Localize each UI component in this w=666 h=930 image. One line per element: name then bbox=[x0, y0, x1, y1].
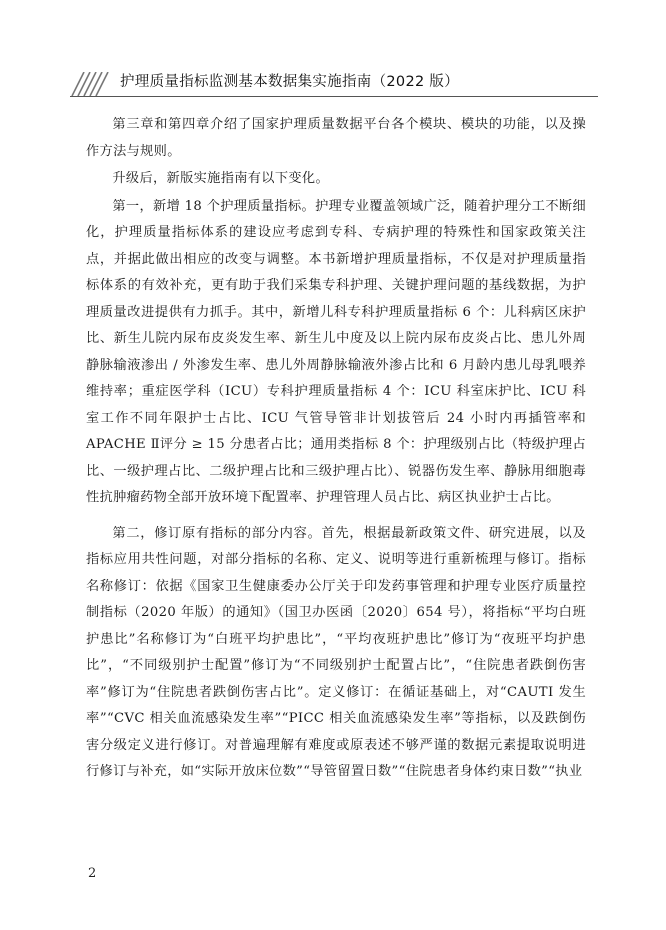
paragraph-first: 第一，新增 18 个护理质量指标。护理专业覆盖领域广泛，随着护理分工不断细化，护理质量指标体系的建设应考虑到专科、专病护理的特殊性和国家政策关注点，并据此做出相应的改变与调整。本书新增护理质量指标，不仅是对护理质量指标体系的有效补充，更有助于我们采集专科护理、关键护理问题的基线数据，为护理质量改进提供有力抓手。其中，新增儿科专科护理质量指标 6 个：儿科病区床护比、新生儿院内尿布皮炎发生率、新生儿中度及以上院内尿布皮炎占比、患儿外周静脉输液渗出 / 外渗发生率、患儿外周静脉输液外渗占比和 6 月龄内患儿母乳喂养维持率；重症医学科（ICU）专科护理质量指标 4 个：ICU 科室床护比、ICU 科室工作不同年限护士占比、ICU 气管导管非计划拔管后 24 小时内再插管率和 APACHE Ⅱ评分 ≥ 15 分患者占比；通用类指标 8 个：护理级别占比（特级护理占比、一级护理占比、二级护理占比和三级护理占比）、锐器伤发生率、静脉用细胞毒性抗肿瘤药物全部开放环境下配置率、护理管理人员占比、病区执业护士占比。 bbox=[86, 198, 586, 505]
running-header bbox=[0, 58, 666, 98]
header-rule bbox=[70, 96, 598, 97]
paragraph-intro: 第三章和第四章介绍了国家护理质量数据平台各个模块、模块的功能，以及操作方法与规则。 bbox=[86, 117, 586, 159]
paragraph-second: 第二，修订原有指标的部分内容。首先，根据最新政策文件、研究进展，以及指标应用共性问题，对部分指标的名称、定义、说明等进行重新梳理与修订。指标名称修订：依据《国家卫生健康委办公厅关于印发药事管理和护理专业医疗质量控制指标（2020 年版）的通知》（国卫办医函〔2020〕654 号），将指标“平均白班护患比”名称修订为“白班平均护患比”，“平均夜班护患比”修订为“夜班平均护患比”，“不同级别护士配置”修订为“不同级别护士配置占比”，“住院患者跌倒伤害率”修订为“住院患者跌倒伤害占比”。定义修订：在循证基础上，对“CAUTI 发生率”“CVC 相关血流感染发生率”“PICC 相关血流感染发生率”等指标，以及跌倒伤害分级定义进行修订。对普遍理解有难度或原表述不够严谨的数据元素提取说明进行修订与补充，如“实际开放床位数”“导管留置日数”“住院患者身体约束日数”“执业 bbox=[86, 525, 586, 779]
header-title: 护理质量指标监测基本数据集实施指南（2022 版） bbox=[120, 74, 460, 90]
body-text bbox=[86, 112, 586, 786]
header-hatch-decoration bbox=[70, 72, 110, 96]
paragraph-changes: 升级后，新版实施指南有以下变化。 bbox=[112, 171, 329, 186]
page-number: 2 bbox=[88, 866, 97, 881]
